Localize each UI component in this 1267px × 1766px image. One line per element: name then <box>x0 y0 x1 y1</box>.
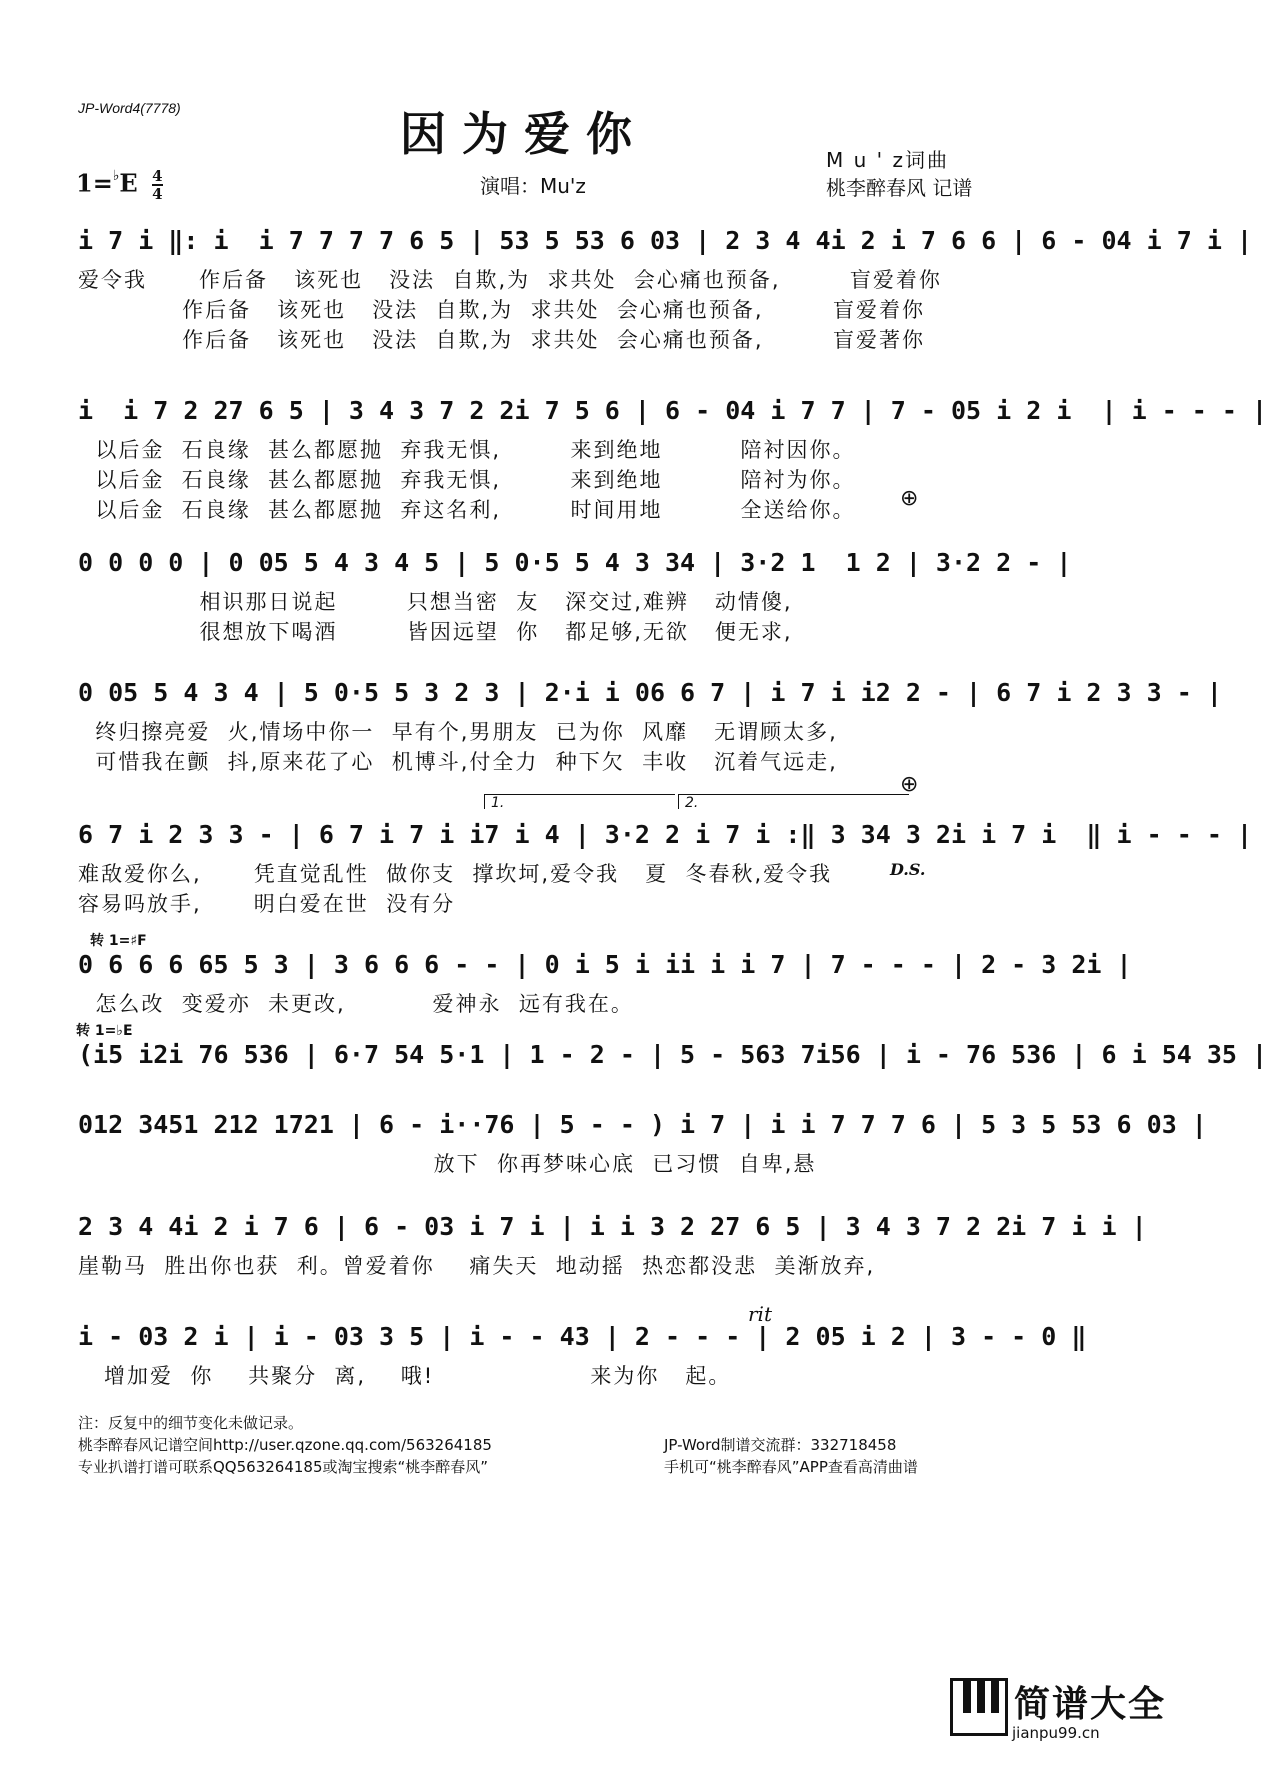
notation-line: (i5 i2i 76 536 | 6·7 54 5·1 | 1 - 2 - | 5 - 563 7i56 | i - 76 536 | 6 i 54 35 | <box>78 1040 1267 1069</box>
notation-line: i i 7 2 27 6 5 | 3 4 3 7 2 2i 7 5 6 | 6 - 04 i 7 7 | 7 - 05 i 2 i | i - - - | <box>78 396 1267 425</box>
coda-icon: ⊕ <box>900 772 919 797</box>
footer-contact-line: 专业扒谱打谱可联系QQ563264185或淘宝搜索“桃李醉春风” <box>78 1458 489 1476</box>
lyric-line: 以后金 石良缘 甚么都愿抛 弃我无惧, 来到绝地 陪衬因你。 <box>78 438 856 462</box>
coda-icon: ⊕ <box>900 486 919 511</box>
footer-app-line: 手机可“桃李醉春风”APP查看高清曲谱 <box>664 1458 918 1476</box>
lyric-line: 相识那日说起 只想当密 友 深交过,难辨 动情傻, <box>78 590 793 614</box>
site-logo <box>950 1676 1182 1752</box>
credit-lyrics-music: M u ' z词曲 <box>826 148 949 172</box>
singer-credit: 演唱：Mu'z <box>480 174 586 198</box>
key-note: E <box>119 168 138 198</box>
credit-transcriber: 桃李醉春风 记谱 <box>826 176 973 200</box>
lyric-line: 以后金 石良缘 甚么都愿抛 弃这名利, 时间用地 全送给你。 <box>78 498 856 522</box>
lyric-line: 怎么改 变爱亦 未更改, 爱神永 远有我在。 <box>78 992 634 1016</box>
footer-space-line: 桃李醉春风记谱空间http://user.qzone.qq.com/563264185 <box>78 1436 492 1454</box>
notation-line: i 7 i ‖: i i 7 7 7 7 6 5 | 53 5 53 6 03 | 2 3 4 4i 2 i 7 6 6 | 6 - 04 i 7 i | <box>78 226 1252 255</box>
logo-name: 简谱大全 <box>1014 1684 1167 1725</box>
footer-group-line: JP-Word制谱交流群：332718458 <box>664 1436 897 1454</box>
logo-url: jianpu99.cn <box>1012 1724 1100 1742</box>
ds-mark: D.S. <box>890 860 926 879</box>
volta-first-ending: 1. <box>484 794 675 809</box>
modulation-flat-e: 转 1=♭E <box>76 1023 133 1039</box>
time-top: 4 <box>152 167 163 185</box>
lyric-line: 崖勒马 胜出你也获 利。曾爱着你 痛失天 地动摇 热恋都没悲 美渐放弃, <box>78 1254 876 1278</box>
notation-line: 6 7 i 2 3 3 - | 6 7 i 7 i i7 i 4 | 3·2 2 i 7 i :‖ 3 34 3 2i i 7 i ‖ i - - - | <box>78 820 1252 849</box>
piano-icon <box>950 1678 1008 1736</box>
lyric-line: 作后备 该死也 没法 自欺,为 求共处 会心痛也预备, 盲爱着你 <box>78 298 925 322</box>
software-tag: JP-Word4(7778) <box>78 100 181 116</box>
footer-note: 注：反复中的细节变化未做记录。 <box>78 1414 304 1432</box>
notation-line: 012 3451 212 1721 | 6 - i··76 | 5 - - ) i 7 | i i 7 7 7 6 | 5 3 5 53 6 03 | <box>78 1110 1207 1139</box>
modulation-sharp-f: 转 1=♯F <box>90 933 147 949</box>
notation-line: 2 3 4 4i 2 i 7 6 | 6 - 03 i 7 i | i i 3 2 27 6 5 | 3 4 3 7 2 2i 7 i i | <box>78 1212 1147 1241</box>
page-title: 因为爱你 <box>400 107 648 161</box>
lyric-line: 可惜我在颤 抖,原来花了心 机博斗,付全力 种下欠 丰收 沉着气远走, <box>78 750 838 774</box>
time-bottom: 4 <box>152 185 163 203</box>
time-signature <box>152 168 162 202</box>
lyric-line: 难敌爱你么, 凭直觉乱性 做你支 撑坎坷,爱令我 夏 冬春秋,爱令我 <box>78 862 833 886</box>
key-prefix: 1= <box>76 168 113 198</box>
lyric-line: 很想放下喝酒 皆因远望 你 都足够,无欲 便无求, <box>78 620 793 644</box>
lyric-line: 增加爱 你 共聚分 离, 哦! 来为你 起。 <box>78 1364 732 1388</box>
lyric-line: 容易吗放手, 明白爱在世 没有分 <box>78 892 456 916</box>
key-signature <box>76 168 163 202</box>
rit-mark: rit <box>748 1302 772 1326</box>
volta-second-ending: 2. <box>678 794 909 809</box>
lyric-line: 放下 你再梦味心底 已习惯 自卑,悬 <box>78 1152 817 1176</box>
notation-line: 0 0 0 0 | 0 05 5 4 3 4 5 | 5 0·5 5 4 3 34 | 3·2 1 1 2 | 3·2 2 - | <box>78 548 1072 577</box>
lyric-line: 以后金 石良缘 甚么都愿抛 弃我无惧, 来到绝地 陪衬为你。 <box>78 468 856 492</box>
notation-line: 0 05 5 4 3 4 | 5 0·5 5 3 2 3 | 2·i i 06 6 7 | i 7 i i2 2 - | 6 7 i 2 3 3 - | <box>78 678 1222 707</box>
lyric-line: 爱令我 作后备 该死也 没法 自欺,为 求共处 会心痛也预备, 盲爱着你 <box>78 268 942 292</box>
flat-sign: ♭ <box>112 168 120 184</box>
lyric-line: 作后备 该死也 没法 自欺,为 求共处 会心痛也预备, 盲爱著你 <box>78 328 925 352</box>
notation-line: 0 6 6 6 65 5 3 | 3 6 6 6 - - | 0 i 5 i ii i i 7 | 7 - - - | 2 - 3 2i | <box>78 950 1132 979</box>
lyric-line: 终归擦亮爱 火,情场中你一 早有个,男朋友 已为你 风靡 无谓顾太多, <box>78 720 838 744</box>
notation-line: i - 03 2 i | i - 03 3 5 | i - - 43 | 2 - - - | 2 05 i 2 | 3 - - 0 ‖ <box>78 1322 1087 1351</box>
